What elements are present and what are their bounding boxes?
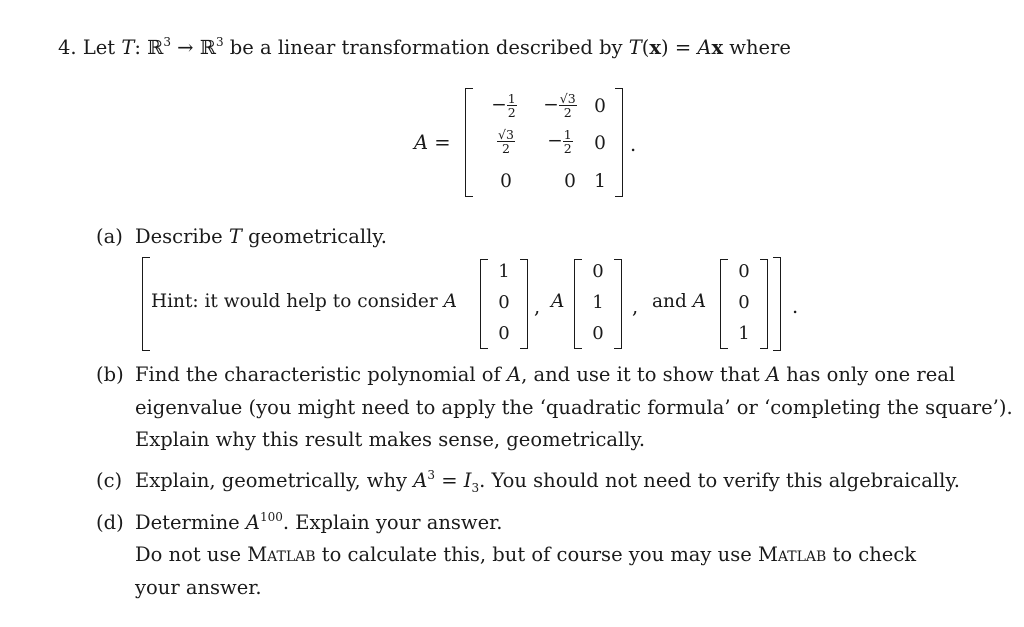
- part-d-line2: Do not use Matlab to calculate this, but of course you may use Matlab to check: [135, 543, 917, 566]
- vector-entry: 0: [738, 261, 750, 282]
- vector-entry: 1: [592, 292, 604, 313]
- intro-let: Let: [82, 36, 116, 59]
- symbol-T: T: [121, 36, 135, 59]
- matrix-cell: 0: [594, 133, 606, 154]
- exponent: 3: [215, 35, 224, 49]
- part-c-text: Explain, geometrically, why $A^3 = I_3$. You should not need to verify this algebraically.: [135, 468, 960, 495]
- vector-bracket: [760, 259, 768, 349]
- part-a-label: (a): [96, 225, 123, 248]
- part-d-label: (d): [96, 511, 124, 534]
- hint-text: Hint: it would help to consider A: [151, 291, 457, 312]
- matrix-period: .: [630, 133, 637, 156]
- matrix-right-bracket: [615, 88, 623, 197]
- part-d-line3: your answer.: [135, 576, 262, 599]
- symbol-x: x: [649, 36, 662, 59]
- matrix-A: [465, 88, 623, 197]
- domain-text: : ℝ: [134, 36, 164, 59]
- vector-entry: 0: [592, 323, 604, 344]
- paren-open: (: [641, 36, 650, 59]
- codomain-text: → ℝ: [170, 36, 216, 59]
- matrix-cell: − $\frac{1}{2}$: [491, 91, 516, 120]
- vector-entry: 0: [592, 261, 604, 282]
- vector-entry: 0: [498, 323, 510, 344]
- paren-close-eq: ) =: [661, 36, 698, 59]
- matrix-cell: − $\frac{1}{2}$: [547, 127, 572, 156]
- part-c-label: (c): [96, 469, 123, 492]
- vector-entry: 1: [738, 323, 750, 344]
- comma: ,: [534, 295, 541, 318]
- vector-entry: 0: [498, 292, 510, 313]
- symbol-A: A: [697, 36, 712, 59]
- matrix-cell: $\frac{√3}{2}$: [498, 127, 514, 156]
- intro-middle: be a linear transformation described by: [223, 36, 629, 59]
- vector-bracket: [614, 259, 622, 349]
- matrix-cell: 1: [594, 171, 606, 192]
- part-b-label: (b): [96, 363, 124, 386]
- symbol-T: T: [628, 36, 642, 59]
- part-b-line2: eigenvalue (you might need to apply the ‘quadratic formula’ or ‘completing the square’).: [135, 396, 1013, 419]
- part-d-line1: Determine $A^{100}$. Explain your answer.: [135, 510, 503, 534]
- matrix-cell: 0: [500, 171, 512, 192]
- intro-end: where: [723, 36, 791, 59]
- problem-statement: [58, 36, 791, 59]
- exponent: 3: [163, 35, 171, 49]
- matrix-label: A =: [414, 131, 451, 154]
- matrix-cell: 0: [594, 96, 606, 117]
- hint-right-bracket: [773, 257, 781, 351]
- part-a-text: Describe T geometrically.: [135, 225, 387, 248]
- hint-period: .: [792, 295, 799, 318]
- vector-bracket: [480, 259, 488, 349]
- problem-number: 4.: [58, 36, 77, 59]
- vector-entry: 0: [738, 292, 750, 313]
- comma: ,: [632, 295, 639, 318]
- part-b-line3: Explain why this result makes sense, geometrically.: [135, 428, 646, 451]
- matrix-left-bracket: [465, 88, 473, 197]
- vector-bracket: [520, 259, 528, 349]
- and-text: and A: [652, 291, 707, 312]
- part-b-line1: Find the characteristic polynomial of A, and use it to show that A has only one real: [135, 363, 956, 386]
- vector-bracket: [720, 259, 728, 349]
- vector-bracket: [574, 259, 582, 349]
- matrix-cell: − $\frac{√3}{2}$: [543, 91, 576, 120]
- vector-entry: 1: [498, 261, 510, 282]
- symbol-A: A: [551, 291, 565, 312]
- symbol-x: x: [711, 36, 724, 59]
- matrix-cell: 0: [564, 171, 576, 192]
- hint-left-bracket: [142, 257, 150, 351]
